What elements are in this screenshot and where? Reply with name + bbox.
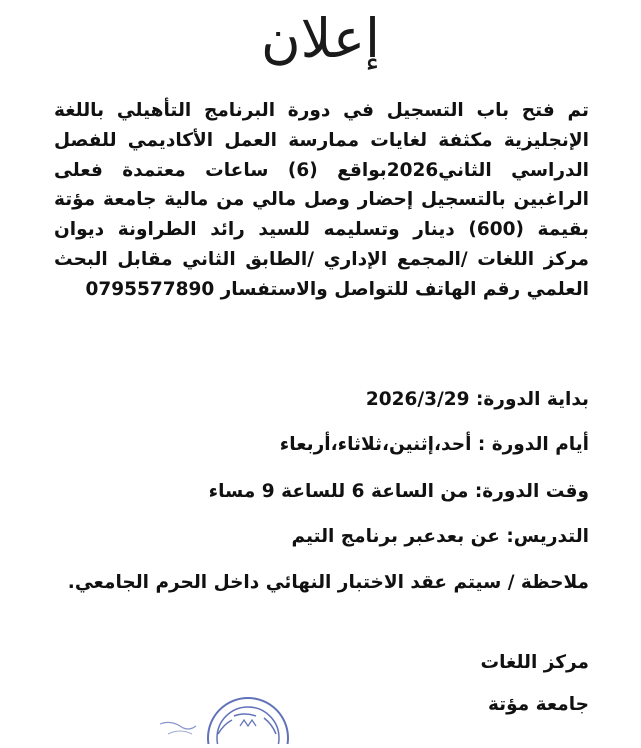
announcement-body: تم فتح باب التسجيل في دورة البرنامج التأهيلي باللغة الإنجليزية مكثفة لغايات ممارسة العمل الأكاديمي للفصل الدراسي الثاني2026بواقع (6) ساعات معتمدة فعلى الراغبين بالتسجيل إحضار وصل مالي من مالية جامعة مؤتة بقيمة (600) دينار وتسليمه للسيد رائد الطراونة ديوان مركز اللغات /المجمع الإداري /الطابق الثاني مقابل البحث العلمي رقم الهاتف للتواصل والاستفسار 0795577890 <box>54 100 590 300</box>
course-teaching-value: عن بعدعبر برنامج التيم <box>291 526 500 547</box>
university-seal-stamp-icon <box>148 676 298 748</box>
course-start-label: بداية الدورة: <box>475 389 589 410</box>
course-start-line <box>49 385 589 415</box>
signature-center: مركز اللغات <box>480 652 589 673</box>
announcement-title: إعلان <box>260 7 381 70</box>
course-time-label: وقت الدورة: <box>474 481 589 502</box>
course-days-line <box>49 430 589 460</box>
course-teaching-label: التدريس: <box>506 526 589 547</box>
course-teaching-line <box>49 522 589 552</box>
course-time-value: من الساعة 6 للساعة 9 مساء <box>208 481 469 502</box>
exam-note: ملاحظة / سيتم عقد الاختبار النهائي داخل الحرم الجامعي. <box>67 572 589 593</box>
course-days-label: أيام الدورة : <box>477 434 589 455</box>
course-days-value: أحد،إثنين،ثلاثاء،أربعاء <box>279 434 472 455</box>
course-start-value: 2026/3/29 <box>365 389 470 410</box>
course-time-line <box>49 477 589 507</box>
signature-university: جامعة مؤتة <box>487 694 589 715</box>
